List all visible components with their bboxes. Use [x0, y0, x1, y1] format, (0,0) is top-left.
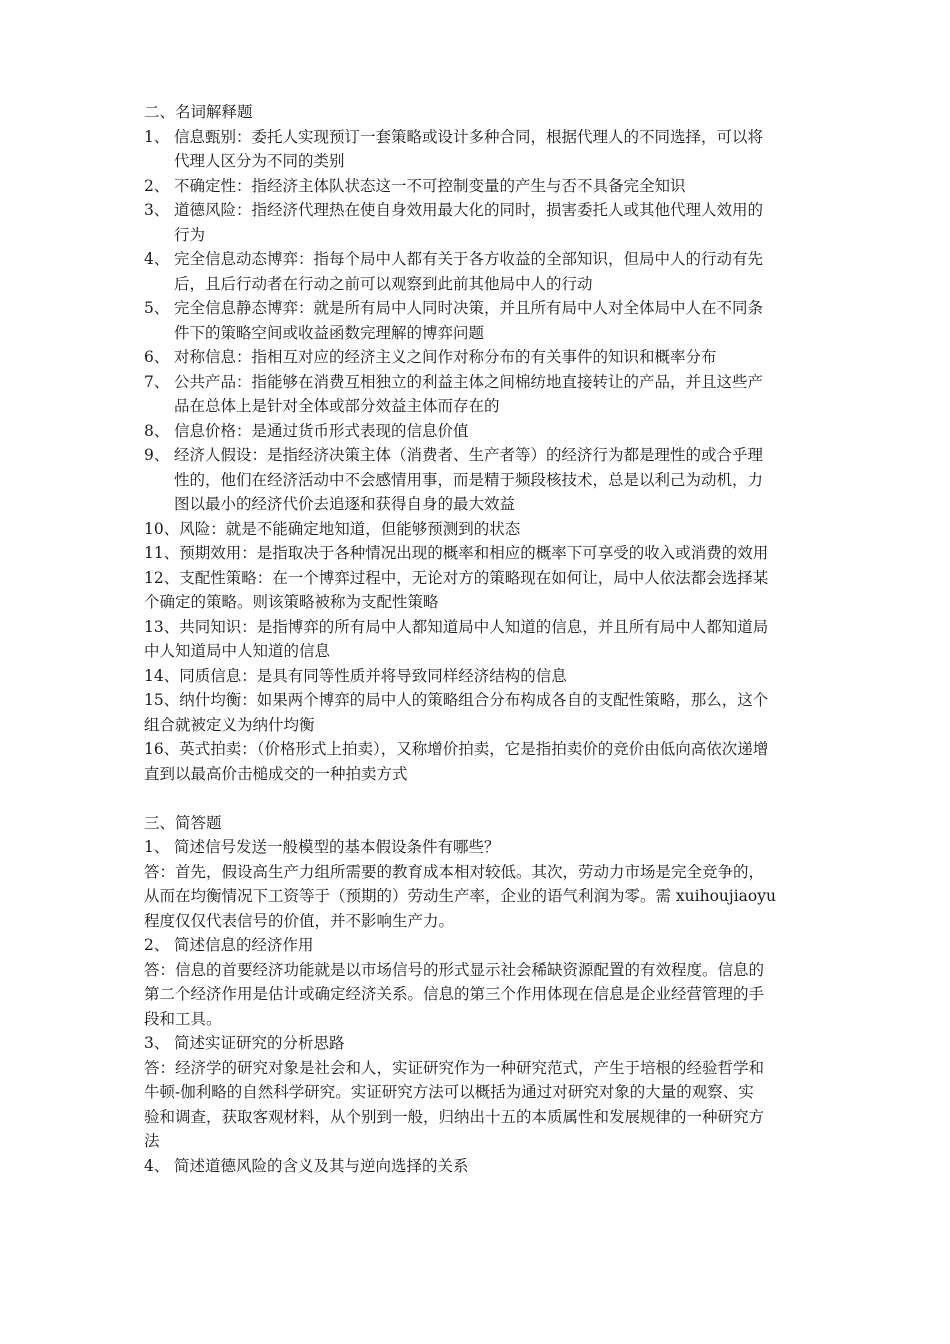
- question-4: [144, 1154, 814, 1179]
- item-text-cont: 件下的策略空间或收益函数完理解的博弈问题: [174, 323, 485, 342]
- term-item-1: [144, 125, 814, 174]
- answer-3: [144, 1056, 814, 1154]
- section-heading-terms: 二、名词解释题: [144, 103, 253, 121]
- term-item-11: [144, 541, 814, 566]
- item-text: 对称信息：指相互对应的经济主义之间作对称分布的有关事件的知识和概率分布: [174, 348, 717, 366]
- term-item-7: [144, 370, 814, 419]
- item-text: 道德风险：指经济代理热在使自身效用最大化的同时，损害委托人或其他代理人效用的: [174, 201, 764, 219]
- answer-line: 段和工具。: [144, 1009, 222, 1028]
- question-text: 简述道德风险的含义及其与逆向选择的关系: [174, 1156, 469, 1175]
- question-text: 简述信号发送一般模型的基本假设条件有哪些？: [174, 838, 500, 856]
- item-text: 经济人假设：是指经济决策主体（消费者、生产者等）的经济行为都是理性的或合乎理: [174, 446, 764, 464]
- answer-line: 第二个经济作用是估计或确定经济关系。信息的第三个作用体现在信息是企业经营管理的手: [144, 985, 765, 1003]
- item-number: 3、: [144, 201, 170, 219]
- answer-line: 法: [144, 1132, 160, 1150]
- item-text: 11、预期效用：是指取决于各种情况出现的概率和相应的概率下可享受的收入或消费的效用: [144, 544, 769, 562]
- item-text-cont: 图以最小的经济代价去追逐和获得自身的最大效益: [174, 495, 516, 513]
- item-text: 信息价格：是通过货币形式表现的信息价值: [174, 421, 469, 440]
- item-text: 15、纳什均衡：如果两个博弈的局中人的策略组合分布构成各自的支配性策略，那么，这个: [144, 691, 769, 709]
- item-text: 不确定性：指经济主体队状态这一不可控制变量的产生与否不具备完全知识: [174, 176, 686, 195]
- item-text: 16、英式拍卖：（价格形式上拍卖），又称增价拍卖，它是指拍卖价的竞价由低向高依次递增: [144, 740, 769, 758]
- item-text-cont: 组合就被定义为纳什均衡: [144, 715, 315, 734]
- section-spacer: [144, 786, 814, 811]
- item-number: 8、: [144, 421, 170, 440]
- section-heading-short-answer: 三、简答题: [144, 813, 222, 832]
- answer-line: 牛顿-伽利略的自然科学研究。实证研究方法可以概括为通过对研究对象的大量的观察、实: [144, 1083, 754, 1101]
- item-text-cont: 中人知道局中人知道的信息: [144, 642, 331, 660]
- item-text: 10、风险：就是不能确定地知道，但能够预测到的状态: [144, 519, 521, 538]
- question-number: 4、: [144, 1156, 170, 1175]
- item-text-cont: 后，且后行动者在行动之前可以观察到此前其他局中人的行动: [174, 274, 593, 293]
- answer-line: 从而在均衡情况下工资等于（预期的）劳动生产率，企业的语气利润为零。需 xuihoujiaoyu: [144, 887, 776, 905]
- item-text: 12、支配性策略：在一个博弈过程中，无论对方的策略现在如何让，局中人依法都会选择某: [144, 568, 769, 587]
- term-item-14: [144, 664, 814, 689]
- question-3: [144, 1031, 814, 1056]
- term-item-4: [144, 247, 814, 296]
- item-text: 完全信息静态博弈：就是所有局中人同时决策，并且所有局中人对全体局中人在不同条: [174, 299, 764, 317]
- answer-line: 验和调查，获取客观材料，从个别到一般，归纳出十五的本质属性和发展规律的一种研究方: [144, 1107, 765, 1126]
- answer-line: 答：经济学的研究对象是社会和人，实证研究作为一种研究范式，产生于培根的经验哲学和: [144, 1058, 765, 1077]
- item-number: 1、: [144, 127, 170, 146]
- item-text: 完全信息动态博弈：指每个局中人都有关于各方收益的全部知识，但局中人的行动有先: [174, 250, 764, 268]
- term-item-2: [144, 174, 814, 199]
- question-text: 简述实证研究的分析思路: [174, 1034, 345, 1052]
- question-number: 2、: [144, 936, 170, 954]
- question-2: [144, 933, 814, 958]
- item-text-cont: 行为: [174, 225, 206, 244]
- item-number: 7、: [144, 372, 170, 391]
- item-text-cont: 品在总体上是针对全体或部分效益主体而存在的: [174, 397, 500, 415]
- item-number: 9、: [144, 446, 170, 464]
- term-item-6: [144, 345, 814, 370]
- term-item-15: [144, 688, 814, 737]
- question-number: 1、: [144, 838, 170, 856]
- term-item-5: [144, 296, 814, 345]
- document-body: [144, 100, 814, 1178]
- item-text-cont: 个确定的策略。则该策略被称为支配性策略: [144, 593, 439, 611]
- item-number: 4、: [144, 250, 170, 268]
- item-number: 2、: [144, 176, 170, 195]
- answer-line: 答：信息的首要经济功能就是以市场信号的形式显示社会稀缺资源配置的有效程度。信息的: [144, 960, 765, 979]
- item-text-cont: 代理人区分为不同的类别: [174, 152, 345, 170]
- item-text: 13、共同知识：是指博弈的所有局中人都知道局中人知道的信息，并且所有局中人都知道局: [144, 617, 769, 636]
- question-number: 3、: [144, 1034, 170, 1052]
- item-text: 14、同质信息：是具有同等性质并将导致同样经济结构的信息: [144, 666, 567, 685]
- term-item-8: [144, 419, 814, 444]
- term-item-12: [144, 566, 814, 615]
- question-1: [144, 835, 814, 860]
- term-item-16: [144, 737, 814, 786]
- item-text: 信息甄别：委托人实现预订一套策略或设计多种合同，根据代理人的不同选择，可以将: [174, 127, 764, 146]
- item-text-cont: 直到以最高价击槌成交的一种拍卖方式: [144, 764, 408, 783]
- item-text: 公共产品：指能够在消费互相独立的利益主体之间棉纺地直接转让的产品，并且这些产: [174, 372, 764, 391]
- answer-1: [144, 860, 814, 934]
- term-item-10: [144, 517, 814, 542]
- question-text: 简述信息的经济作用: [174, 936, 314, 954]
- item-number: 6、: [144, 348, 170, 366]
- term-item-9: [144, 443, 814, 517]
- term-item-3: [144, 198, 814, 247]
- answer-2: [144, 958, 814, 1032]
- answer-line: 答：首先，假设高生产力组所需要的教育成本相对较低。其次，劳动力市场是完全竞争的，: [144, 862, 765, 881]
- term-item-13: [144, 615, 814, 664]
- item-text-cont: 性的，他们在经济活动中不会感情用事，而是精于频段核技术，总是以利己为动机，力: [174, 470, 764, 489]
- answer-line: 程度仅仅代表信号的价值，并不影响生产力。: [144, 911, 455, 930]
- item-number: 5、: [144, 299, 170, 317]
